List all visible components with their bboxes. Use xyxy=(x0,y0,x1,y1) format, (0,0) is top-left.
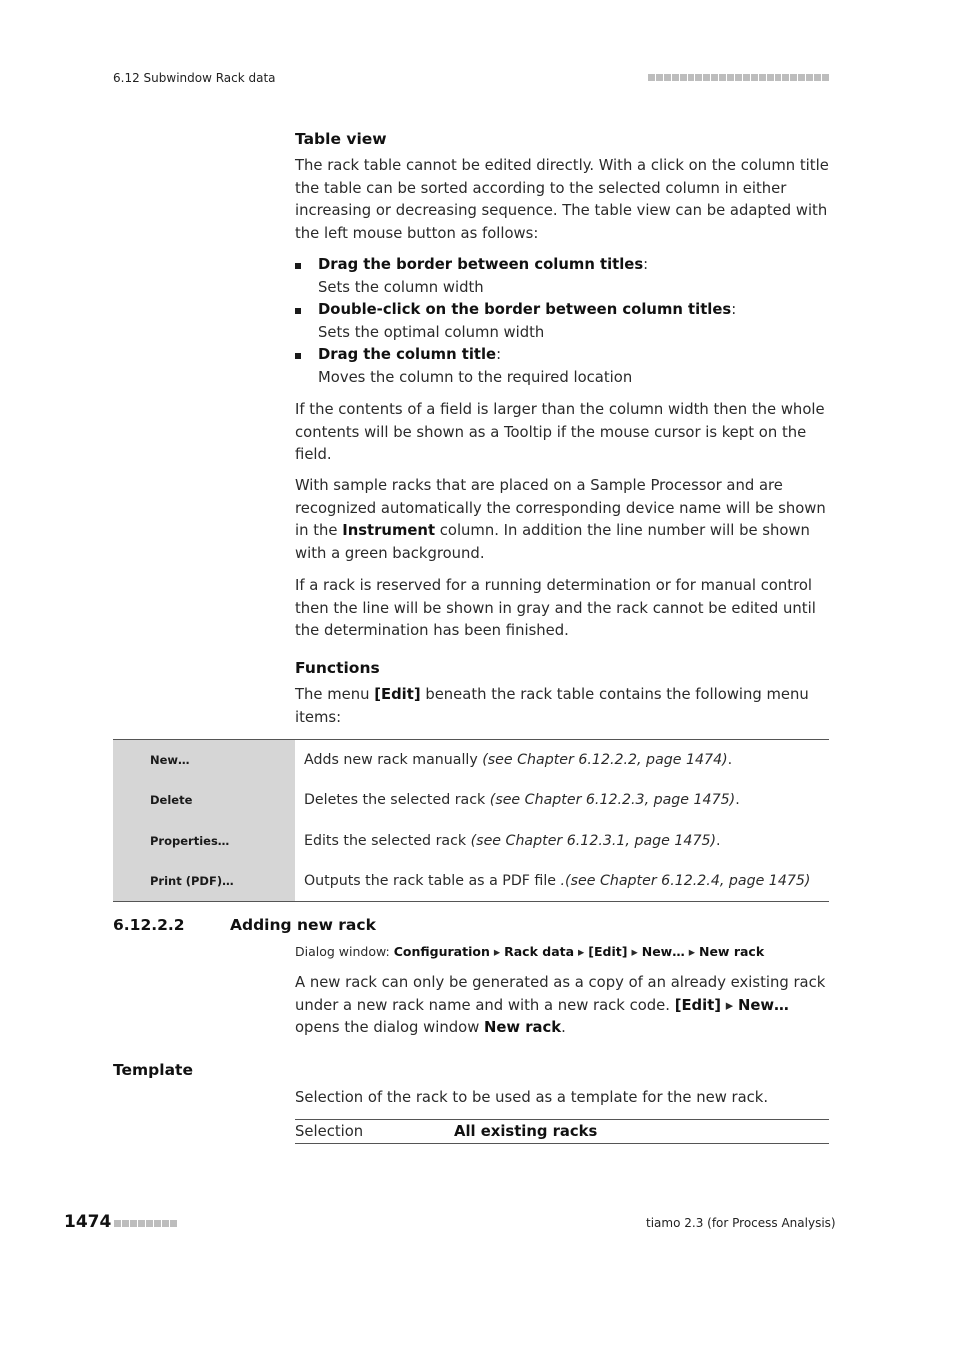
section-number: 6.12.2.2 xyxy=(113,916,185,934)
functions-menu-name: [Edit] xyxy=(374,686,421,703)
path-step: Rack data xyxy=(504,944,575,959)
chapter-reference[interactable]: (see Chapter 6.12.2.2, page 1474) xyxy=(482,752,728,769)
template-heading: Template xyxy=(113,1061,193,1079)
new-menu-name: New… xyxy=(737,996,789,1014)
table-row xyxy=(113,740,829,780)
bullet-item: Double-click on the border between column titles: Sets the optimal column width xyxy=(295,299,829,344)
chapter-reference[interactable]: (see Chapter 6.12.3.1, page 1475) xyxy=(470,832,717,849)
table-row xyxy=(113,780,829,820)
dialog-name: New rack xyxy=(484,1019,562,1036)
desc-text: Deletes the selected rack xyxy=(304,792,486,809)
bullet-desc: Sets the column width xyxy=(318,278,484,296)
table-view-intro: The rack table cannot be edited directly. With a click on the column title the table can be sorted according to the selected column in either increasing or decreasing sequence. The table view can be adapted with the left mouse button as follows: xyxy=(295,157,829,242)
desc-end: . xyxy=(735,792,740,809)
bullet-title: Drag the border between column titles xyxy=(318,256,644,273)
tooltip-paragraph: If the contents of a field is larger than the column width then the whole contents will be shown as a Tooltip if the mouse cursor is kept on the field. xyxy=(295,401,825,463)
table-view-bullets xyxy=(295,254,829,390)
bullet-item: Drag the border between column titles: Sets the column width xyxy=(295,254,829,299)
product-name: tiamo 2.3 (for Process Analysis) xyxy=(646,1216,836,1230)
menu-item-desc xyxy=(295,780,829,820)
table-row xyxy=(113,821,829,861)
instrument-text-1: With sample racks that are placed on a Sample Processor and are recognized automatically the corresponding device name will be shown in the xyxy=(295,477,826,539)
bullet-item: Drag the column title: Moves the column to the required location xyxy=(295,344,829,389)
arrow-right-icon: ▸ xyxy=(688,944,695,959)
desc-end: . xyxy=(727,752,733,769)
adding-new-rack-paragraph xyxy=(295,972,829,1040)
instrument-keyword: Instrument xyxy=(342,522,436,539)
selection-label: Selection xyxy=(295,1123,364,1140)
path-step: Configuration xyxy=(393,944,490,959)
page-number: 1474 xyxy=(64,1212,112,1232)
selection-value: All existing racks xyxy=(454,1123,598,1140)
desc-end: . xyxy=(716,832,721,849)
desc-text: Outputs the rack table as a PDF file xyxy=(304,872,557,889)
menu-item-name: Delete xyxy=(113,780,295,820)
functions-intro-text-1: The menu xyxy=(295,686,370,703)
header-decoration xyxy=(648,74,829,82)
dialog-path xyxy=(295,944,764,959)
arrow-right-icon: ▸ xyxy=(725,996,734,1014)
bullet-title: Double-click on the border between column titles xyxy=(318,301,732,319)
table-view-heading: Table view xyxy=(295,130,387,148)
path-step: New rack xyxy=(698,944,765,959)
adding-text-1: A new rack can only be generated as a copy of an already existing rack under a new rack name and with a new rack code. xyxy=(295,974,826,1014)
arrow-right-icon: ▸ xyxy=(631,944,638,959)
functions-heading: Functions xyxy=(295,659,380,677)
path-step: [Edit] xyxy=(588,944,628,959)
chapter-reference[interactable]: (see Chapter 6.12.2.3, page 1475) xyxy=(489,792,736,809)
functions-intro-text-2: beneath the rack table contains the following menu items: xyxy=(295,686,809,726)
arrow-right-icon: ▸ xyxy=(578,944,585,959)
reserved-paragraph: If a rack is reserved for a running determination or for manual control then the line will be shown in gray and the rack cannot be edited until the determination has been finished. xyxy=(295,577,816,639)
dialog-label: Dialog window: xyxy=(295,944,390,959)
edit-menu-name: [Edit] xyxy=(674,996,722,1014)
template-description: Selection of the rack to be used as a template for the new rack. xyxy=(295,1089,769,1106)
section-title: Adding new rack xyxy=(230,916,376,934)
desc-text: Adds new rack manually xyxy=(304,752,478,769)
selection-table xyxy=(295,1119,829,1144)
menu-item-desc xyxy=(295,740,829,780)
adding-text-end: . xyxy=(561,1019,566,1036)
menu-item-name: Print (PDF)… xyxy=(113,861,295,901)
menu-item-name: Properties… xyxy=(113,821,295,861)
adding-text-2: opens the dialog window xyxy=(295,1019,480,1036)
running-header: 6.12 Subwindow Rack data xyxy=(113,71,276,85)
instrument-paragraph xyxy=(295,475,829,565)
bullet-desc: Sets the optimal column width xyxy=(318,323,545,341)
arrow-right-icon: ▸ xyxy=(493,944,501,959)
table-row xyxy=(113,861,829,901)
desc-text: Edits the selected rack xyxy=(304,832,467,849)
path-step: New… xyxy=(641,944,685,959)
menu-item-name: New… xyxy=(113,740,295,780)
footer-decoration xyxy=(114,1220,177,1227)
menu-item-desc xyxy=(295,821,829,861)
instrument-text-2: column. In addition the line number will be shown with a green background. xyxy=(295,522,810,562)
menu-items-table xyxy=(113,739,829,902)
bullet-desc: Moves the column to the required location xyxy=(318,368,633,386)
menu-item-desc xyxy=(295,861,829,901)
bullet-title: Drag the column title xyxy=(318,346,497,364)
functions-intro xyxy=(295,684,829,729)
chapter-reference[interactable]: .(see Chapter 6.12.2.4, page 1475) xyxy=(560,872,811,889)
